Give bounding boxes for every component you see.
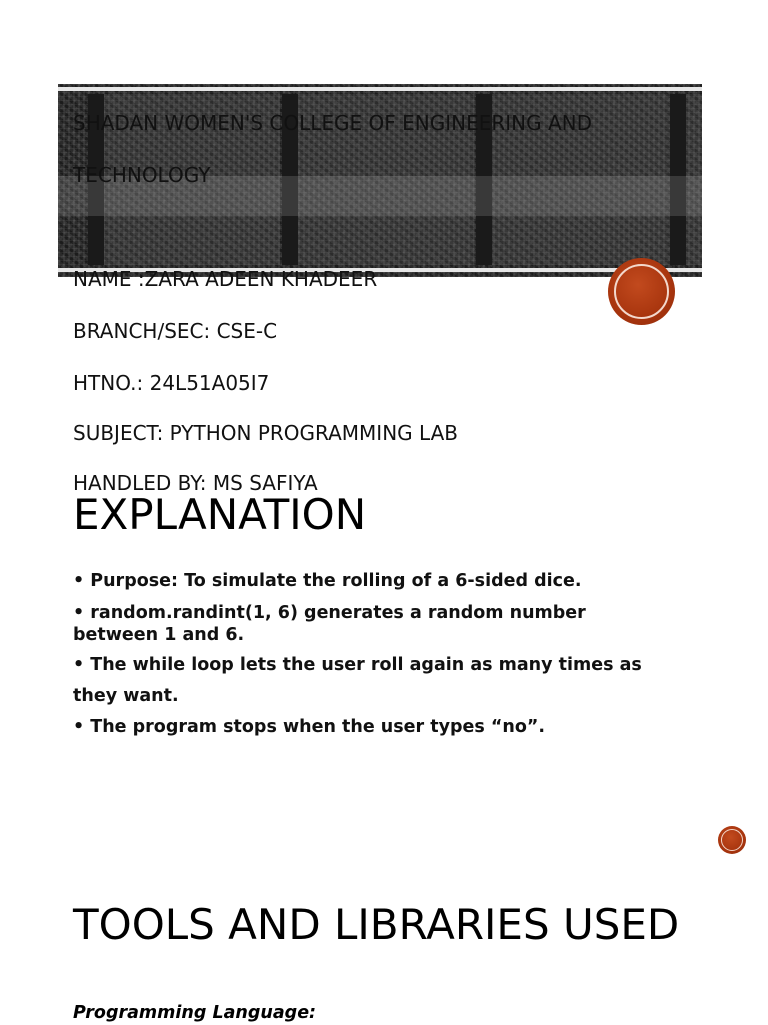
bullet-randint: • random.randint(1, 6) generates a random number between 1 and 6. [73,603,586,645]
college-name-line1: SHADAN WOMEN'S COLLEGE OF ENGINEERING AND [73,111,592,135]
handled-by: HANDLED BY: MS SAFIYA [73,471,318,495]
title-slide-details [73,84,693,522]
bullet-purpose: • Purpose: To simulate the rolling of a 6-sided dice. [73,571,582,591]
student-name: NAME :ZARA ADEEN KHADEER [73,267,378,291]
tools-heading: TOOLS AND LIBRARIES USED [73,900,680,949]
college-name-line2: TECHNOLOGY [73,163,211,187]
hall-ticket-number: HTNO.: 24L51A05I7 [73,371,270,395]
bullet-stop: • The program stops when the user types “no”. [73,717,546,737]
programming-language-subheading: Programming Language: [73,1003,317,1023]
bullet-while-loop: • The while loop lets the user roll again as many times as they want. [73,655,642,706]
explanation-bullet-list [73,566,653,743]
branch-section: BRANCH/SEC: CSE-C [73,319,278,343]
explanation-heading: EXPLANATION [73,490,367,539]
seal-circle-icon [608,258,675,325]
subject: SUBJECT: PYTHON PROGRAMMING LAB [73,421,459,445]
seal-circle-small-icon [718,826,746,854]
spacer [73,214,693,240]
